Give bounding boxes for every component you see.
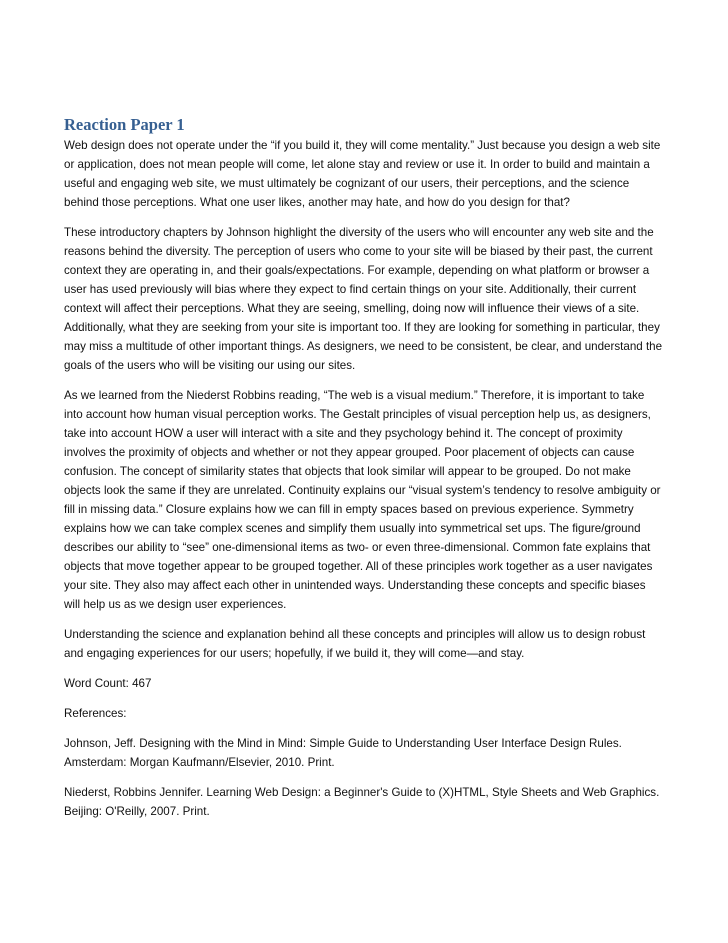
document-title: Reaction Paper 1 (64, 115, 185, 134)
paragraph-conclusion: Understanding the science and explanation behind all these concepts and principles will allow us to design robust and engaging experiences for our users; hopefully, if we build it, they will come—and stay. (64, 628, 646, 660)
paragraph-intro: Web design does not operate under the “if you build it, they will come mentality.” Just because you design a web site or application, does not mean people will come, let alone stay and review or use it. In order to build and maintain a useful and engaging web site, we must ultimately be cognizant of our users, their perceptions, and the science behind those perceptions. What one user likes, another may hate, and how do you design for that? (64, 139, 661, 209)
paragraph-johnson: These introductory chapters by Johnson highlight the diversity of the users who will encounter any web site and the reasons behind the diversity. The perception of users who come to your site will be biased by their past, the current context they are operating in, and their goals/expectations. For example, depending on what platform or browser a user has used previously will bias where they expect to find certain things on your site. Additionally, their current context will affect their perceptions. What they are seeing, smelling, doing now will influence their views of a site. Additionally, what they are seeking from your site is important too. If they are looking for something in particular, they may miss a multitude of other important things. As designers, we need to be consistent, be clear, and understand the goals of the users who will be visiting our using our sites. (64, 226, 663, 372)
document-body (64, 114, 664, 832)
references-heading: References: (64, 707, 127, 720)
paragraph-gestalt: As we learned from the Niederst Robbins reading, “The web is a visual medium.” Therefore, it is important to take into account how human visual perception works. The Gestalt principles of visual perception help us, as designers, take into account HOW a user will interact with a site and they psychology behind it. The concept of proximity involves the proximity of objects and whether or not they appear grouped. Poor placement of objects can cause confusion. The concept of similarity states that objects that look similar will appear to be grouped. Do not make objects look the same if they are unrelated. Continuity explains our “visual system’s tendency to resolve ambiguity or fill in missing data.” Closure explains how we can fill in empty spaces based on previous experience. Symmetry explains how we can take complex scenes and simplify them usually into symmetrical set ups. The figure/ground describes our ability to “see” one-dimensional items as two- or even three-dimensional. Common fate explains that objects that move together appear to be grouped together. All of these principles work together as a user navigates your site. They also may affect each other in unintended ways. Understanding these concepts and specific biases will help us as we design user experiences. (64, 389, 661, 611)
reference-item-johnson: Johnson, Jeff. Designing with the Mind in Mind: Simple Guide to Understanding User Interface Design Rules. Amsterdam: Morgan Kaufmann/Elsevier, 2010. Print. (64, 737, 622, 769)
word-count: Word Count: 467 (64, 677, 152, 690)
reference-item-niederst: Niederst, Robbins Jennifer. Learning Web Design: a Beginner's Guide to (X)HTML, Style Sheets and Web Graphics. Beijing: O'Reilly, 2007. Print. (64, 786, 660, 818)
